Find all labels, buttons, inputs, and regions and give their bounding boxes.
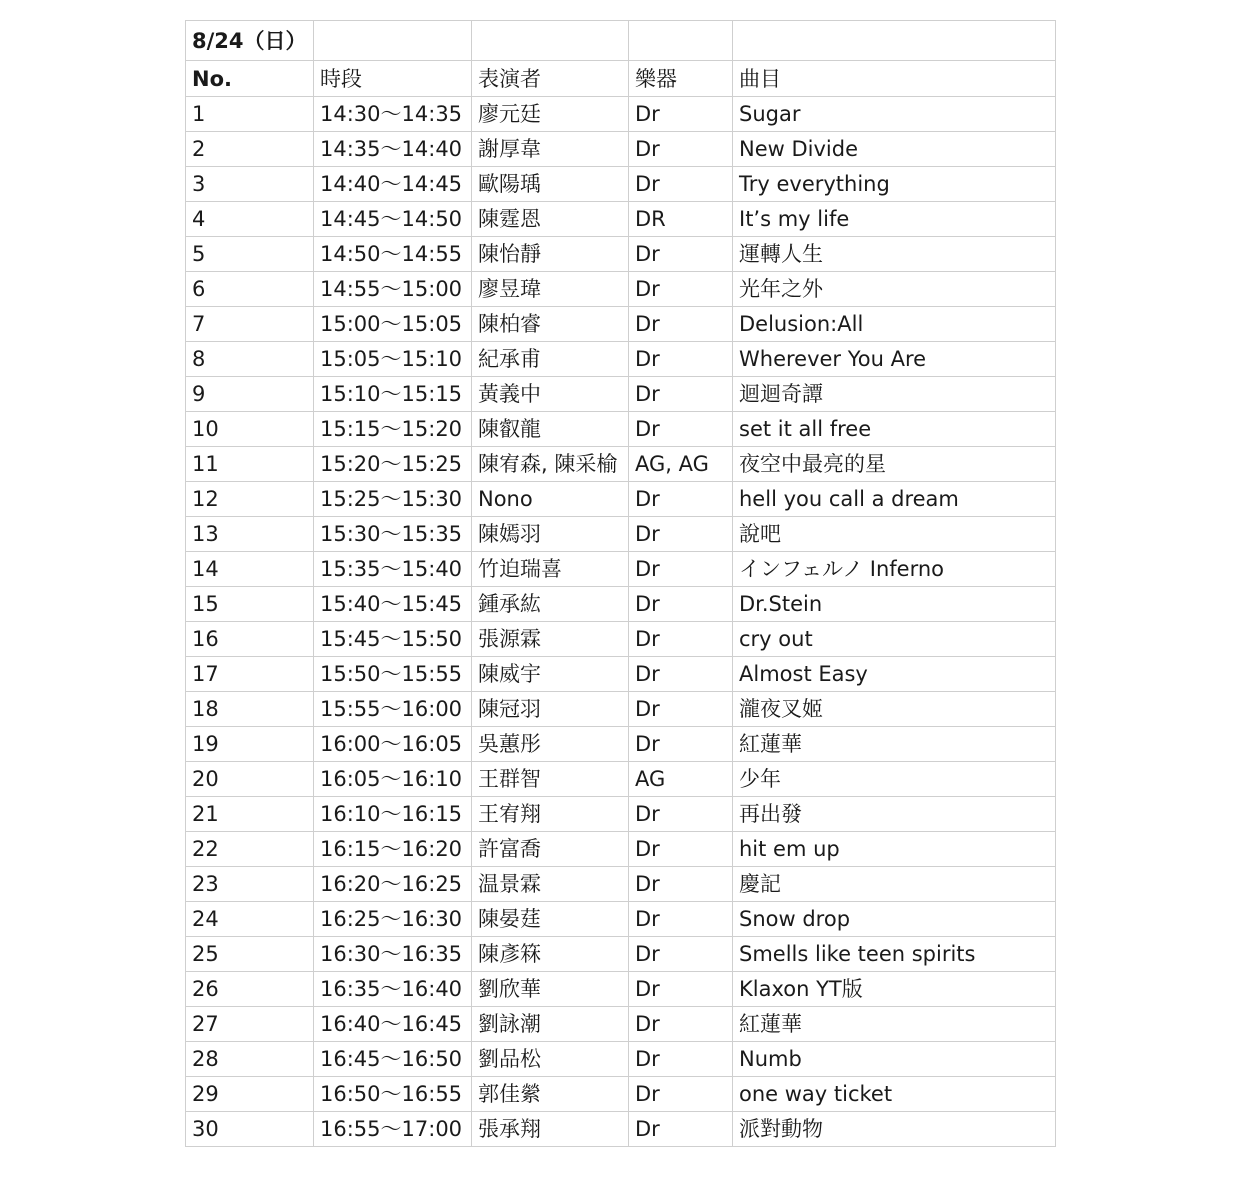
- time-slot-cell[interactable]: 15:40～15:45: [314, 587, 472, 622]
- table-row: [186, 202, 1056, 237]
- row-no-cell[interactable]: 18: [186, 692, 314, 727]
- time-slot-cell[interactable]: 15:20～15:25: [314, 447, 472, 482]
- time-slot-cell[interactable]: 16:30～16:35: [314, 937, 472, 972]
- song-cell[interactable]: New Divide: [733, 132, 1056, 167]
- table-row: [186, 1112, 1056, 1147]
- row-no-cell[interactable]: 24: [186, 902, 314, 937]
- header-song[interactable]: 曲目: [733, 61, 1056, 97]
- instrument-cell[interactable]: Dr: [629, 937, 733, 972]
- performer-cell[interactable]: 陳宥森, 陳采榆: [472, 447, 629, 482]
- song-cell[interactable]: 少年: [733, 762, 1056, 797]
- instrument-cell[interactable]: AG: [629, 762, 733, 797]
- instrument-cell[interactable]: Dr: [629, 902, 733, 937]
- table-row: [186, 797, 1056, 832]
- time-slot-cell[interactable]: 14:40～14:45: [314, 167, 472, 202]
- song-cell[interactable]: 迴迴奇譚: [733, 377, 1056, 412]
- row-no-cell[interactable]: 1: [186, 97, 314, 132]
- instrument-cell[interactable]: Dr: [629, 517, 733, 552]
- time-slot-cell[interactable]: 15:00～15:05: [314, 307, 472, 342]
- song-cell[interactable]: Numb: [733, 1042, 1056, 1077]
- instrument-cell[interactable]: Dr: [629, 727, 733, 762]
- song-cell[interactable]: Try everything: [733, 167, 1056, 202]
- song-cell[interactable]: hell you call a dream: [733, 482, 1056, 517]
- song-cell[interactable]: 紅蓮華: [733, 727, 1056, 762]
- instrument-cell[interactable]: Dr: [629, 272, 733, 307]
- performer-cell[interactable]: 陳彥箖: [472, 937, 629, 972]
- date-row: [186, 21, 1056, 61]
- performer-cell[interactable]: 劉詠潮: [472, 1007, 629, 1042]
- row-no-cell[interactable]: 9: [186, 377, 314, 412]
- table-row: [186, 237, 1056, 272]
- row-no-cell[interactable]: 12: [186, 482, 314, 517]
- table-row: [186, 167, 1056, 202]
- performer-cell[interactable]: 廖昱瑋: [472, 272, 629, 307]
- table-row: [186, 937, 1056, 972]
- header-time[interactable]: 時段: [314, 61, 472, 97]
- song-cell[interactable]: Delusion:All: [733, 307, 1056, 342]
- time-slot-cell[interactable]: 16:00～16:05: [314, 727, 472, 762]
- time-slot-cell[interactable]: 16:25～16:30: [314, 902, 472, 937]
- time-slot-cell[interactable]: 16:05～16:10: [314, 762, 472, 797]
- instrument-cell[interactable]: Dr: [629, 1007, 733, 1042]
- performer-cell[interactable]: 温景霖: [472, 867, 629, 902]
- performer-cell[interactable]: 吳蕙彤: [472, 727, 629, 762]
- performer-cell[interactable]: 陳嫣羽: [472, 517, 629, 552]
- row-no-cell[interactable]: 28: [186, 1042, 314, 1077]
- song-cell[interactable]: Wherever You Are: [733, 342, 1056, 377]
- time-slot-cell[interactable]: 15:10～15:15: [314, 377, 472, 412]
- instrument-cell[interactable]: DR: [629, 202, 733, 237]
- time-slot-cell[interactable]: 14:45～14:50: [314, 202, 472, 237]
- song-cell[interactable]: Almost Easy: [733, 657, 1056, 692]
- table-row: [186, 552, 1056, 587]
- instrument-cell[interactable]: Dr: [629, 132, 733, 167]
- performer-cell[interactable]: 歐陽瑀: [472, 167, 629, 202]
- empty-cell[interactable]: [472, 21, 629, 61]
- row-no-cell[interactable]: 29: [186, 1077, 314, 1112]
- row-no-cell[interactable]: 11: [186, 447, 314, 482]
- row-no-cell[interactable]: 23: [186, 867, 314, 902]
- performer-cell[interactable]: 陳威宇: [472, 657, 629, 692]
- song-cell[interactable]: インフェルノ Inferno: [733, 552, 1056, 587]
- time-slot-cell[interactable]: 16:50～16:55: [314, 1077, 472, 1112]
- performer-cell[interactable]: 許富喬: [472, 832, 629, 867]
- instrument-cell[interactable]: Dr: [629, 832, 733, 867]
- table-row: [186, 272, 1056, 307]
- performer-cell[interactable]: 竹迫瑞喜: [472, 552, 629, 587]
- instrument-cell[interactable]: Dr: [629, 307, 733, 342]
- row-no-cell[interactable]: 4: [186, 202, 314, 237]
- row-no-cell[interactable]: 20: [186, 762, 314, 797]
- instrument-cell[interactable]: Dr: [629, 377, 733, 412]
- song-cell[interactable]: 再出發: [733, 797, 1056, 832]
- time-slot-cell[interactable]: 16:35～16:40: [314, 972, 472, 1007]
- row-no-cell[interactable]: 8: [186, 342, 314, 377]
- song-cell[interactable]: Sugar: [733, 97, 1056, 132]
- performer-cell[interactable]: Nono: [472, 482, 629, 517]
- instrument-cell[interactable]: Dr: [629, 552, 733, 587]
- time-slot-cell[interactable]: 16:40～16:45: [314, 1007, 472, 1042]
- header-row: [186, 61, 1056, 97]
- time-slot-cell[interactable]: 14:30～14:35: [314, 97, 472, 132]
- song-cell[interactable]: Klaxon YT版: [733, 972, 1056, 1007]
- performer-cell[interactable]: 陳怡靜: [472, 237, 629, 272]
- table-row: [186, 587, 1056, 622]
- performer-cell[interactable]: 謝厚韋: [472, 132, 629, 167]
- song-cell[interactable]: 夜空中最亮的星: [733, 447, 1056, 482]
- song-cell[interactable]: one way ticket: [733, 1077, 1056, 1112]
- time-slot-cell[interactable]: 15:45～15:50: [314, 622, 472, 657]
- time-slot-cell[interactable]: 14:50～14:55: [314, 237, 472, 272]
- table-row: [186, 762, 1056, 797]
- time-slot-cell[interactable]: 16:15～16:20: [314, 832, 472, 867]
- table-row: [186, 517, 1056, 552]
- song-cell[interactable]: cry out: [733, 622, 1056, 657]
- performer-cell[interactable]: 陳霆恩: [472, 202, 629, 237]
- row-no-cell[interactable]: 19: [186, 727, 314, 762]
- time-slot-cell[interactable]: 16:10～16:15: [314, 797, 472, 832]
- table-row: [186, 867, 1056, 902]
- performer-cell[interactable]: 劉欣華: [472, 972, 629, 1007]
- instrument-cell[interactable]: Dr: [629, 1042, 733, 1077]
- time-slot-cell[interactable]: 15:50～15:55: [314, 657, 472, 692]
- song-cell[interactable]: 光年之外: [733, 272, 1056, 307]
- table-row: [186, 727, 1056, 762]
- performer-cell[interactable]: 郭佳縈: [472, 1077, 629, 1112]
- header-instrument[interactable]: 樂器: [629, 61, 733, 97]
- instrument-cell[interactable]: Dr: [629, 97, 733, 132]
- row-no-cell[interactable]: 7: [186, 307, 314, 342]
- row-no-cell[interactable]: 10: [186, 412, 314, 447]
- song-cell[interactable]: Smells like teen spirits: [733, 937, 1056, 972]
- performer-cell[interactable]: 廖元廷: [472, 97, 629, 132]
- table-row: [186, 342, 1056, 377]
- row-no-cell[interactable]: 5: [186, 237, 314, 272]
- table-row: [186, 692, 1056, 727]
- time-slot-cell[interactable]: 16:45～16:50: [314, 1042, 472, 1077]
- table-row: [186, 1077, 1056, 1112]
- instrument-cell[interactable]: Dr: [629, 412, 733, 447]
- performer-cell[interactable]: 紀承甫: [472, 342, 629, 377]
- song-cell[interactable]: hit em up: [733, 832, 1056, 867]
- instrument-cell[interactable]: Dr: [629, 587, 733, 622]
- instrument-cell[interactable]: Dr: [629, 342, 733, 377]
- performer-cell[interactable]: 劉品松: [472, 1042, 629, 1077]
- instrument-cell[interactable]: Dr: [629, 797, 733, 832]
- song-cell[interactable]: Dr.Stein: [733, 587, 1056, 622]
- table-row: [186, 307, 1056, 342]
- song-cell[interactable]: Snow drop: [733, 902, 1056, 937]
- empty-cell[interactable]: [314, 21, 472, 61]
- instrument-cell[interactable]: Dr: [629, 482, 733, 517]
- song-cell[interactable]: 說吧: [733, 517, 1056, 552]
- table-row: [186, 97, 1056, 132]
- performer-cell[interactable]: 王宥翔: [472, 797, 629, 832]
- time-slot-cell[interactable]: 16:55～17:00: [314, 1112, 472, 1147]
- row-no-cell[interactable]: 25: [186, 937, 314, 972]
- table-row: [186, 1042, 1056, 1077]
- instrument-cell[interactable]: Dr: [629, 972, 733, 1007]
- instrument-cell[interactable]: Dr: [629, 657, 733, 692]
- row-no-cell[interactable]: 17: [186, 657, 314, 692]
- date-cell[interactable]: 8/24（日）: [186, 21, 314, 61]
- table-row: [186, 377, 1056, 412]
- row-no-cell[interactable]: 30: [186, 1112, 314, 1147]
- table-row: [186, 1007, 1056, 1042]
- row-no-cell[interactable]: 15: [186, 587, 314, 622]
- song-cell[interactable]: 瀧夜叉姬: [733, 692, 1056, 727]
- instrument-cell[interactable]: Dr: [629, 167, 733, 202]
- row-no-cell[interactable]: 2: [186, 132, 314, 167]
- row-no-cell[interactable]: 26: [186, 972, 314, 1007]
- performer-cell[interactable]: 陳柏睿: [472, 307, 629, 342]
- song-cell[interactable]: set it all free: [733, 412, 1056, 447]
- table-row: [186, 622, 1056, 657]
- row-no-cell[interactable]: 27: [186, 1007, 314, 1042]
- performer-cell[interactable]: 張源霖: [472, 622, 629, 657]
- empty-cell[interactable]: [733, 21, 1056, 61]
- song-cell[interactable]: 派對動物: [733, 1112, 1056, 1147]
- instrument-cell[interactable]: Dr: [629, 1112, 733, 1147]
- song-cell[interactable]: 紅蓮華: [733, 1007, 1056, 1042]
- performer-cell[interactable]: 陳晏莛: [472, 902, 629, 937]
- time-slot-cell[interactable]: 15:05～15:10: [314, 342, 472, 377]
- time-slot-cell[interactable]: 16:20～16:25: [314, 867, 472, 902]
- song-cell[interactable]: 運轉人生: [733, 237, 1056, 272]
- instrument-cell[interactable]: AG, AG: [629, 447, 733, 482]
- table-row: [186, 482, 1056, 517]
- performer-cell[interactable]: 陳叡龍: [472, 412, 629, 447]
- row-no-cell[interactable]: 21: [186, 797, 314, 832]
- table-row: [186, 832, 1056, 867]
- time-slot-cell[interactable]: 14:35～14:40: [314, 132, 472, 167]
- instrument-cell[interactable]: Dr: [629, 867, 733, 902]
- table-row: [186, 657, 1056, 692]
- row-no-cell[interactable]: 3: [186, 167, 314, 202]
- time-slot-cell[interactable]: 14:55～15:00: [314, 272, 472, 307]
- song-cell[interactable]: 慶記: [733, 867, 1056, 902]
- empty-cell[interactable]: [629, 21, 733, 61]
- time-slot-cell[interactable]: 15:35～15:40: [314, 552, 472, 587]
- performer-cell[interactable]: 鍾承紘: [472, 587, 629, 622]
- instrument-cell[interactable]: Dr: [629, 692, 733, 727]
- table-row: [186, 132, 1056, 167]
- time-slot-cell[interactable]: 15:55～16:00: [314, 692, 472, 727]
- row-no-cell[interactable]: 16: [186, 622, 314, 657]
- song-cell[interactable]: It’s my life: [733, 202, 1056, 237]
- row-no-cell[interactable]: 6: [186, 272, 314, 307]
- performer-cell[interactable]: 黃義中: [472, 377, 629, 412]
- table-row: [186, 902, 1056, 937]
- table-row: [186, 972, 1056, 1007]
- table-row: [186, 447, 1056, 482]
- time-slot-cell[interactable]: 15:30～15:35: [314, 517, 472, 552]
- performer-cell[interactable]: 陳冠羽: [472, 692, 629, 727]
- performer-cell[interactable]: 王群智: [472, 762, 629, 797]
- instrument-cell[interactable]: Dr: [629, 622, 733, 657]
- performer-cell[interactable]: 張承翔: [472, 1112, 629, 1147]
- header-no[interactable]: No.: [186, 61, 314, 97]
- row-no-cell[interactable]: 13: [186, 517, 314, 552]
- performance-schedule-table: [185, 20, 1056, 1147]
- time-slot-cell[interactable]: 15:25～15:30: [314, 482, 472, 517]
- instrument-cell[interactable]: Dr: [629, 237, 733, 272]
- row-no-cell[interactable]: 14: [186, 552, 314, 587]
- row-no-cell[interactable]: 22: [186, 832, 314, 867]
- instrument-cell[interactable]: Dr: [629, 1077, 733, 1112]
- time-slot-cell[interactable]: 15:15～15:20: [314, 412, 472, 447]
- table-row: [186, 412, 1056, 447]
- header-performer[interactable]: 表演者: [472, 61, 629, 97]
